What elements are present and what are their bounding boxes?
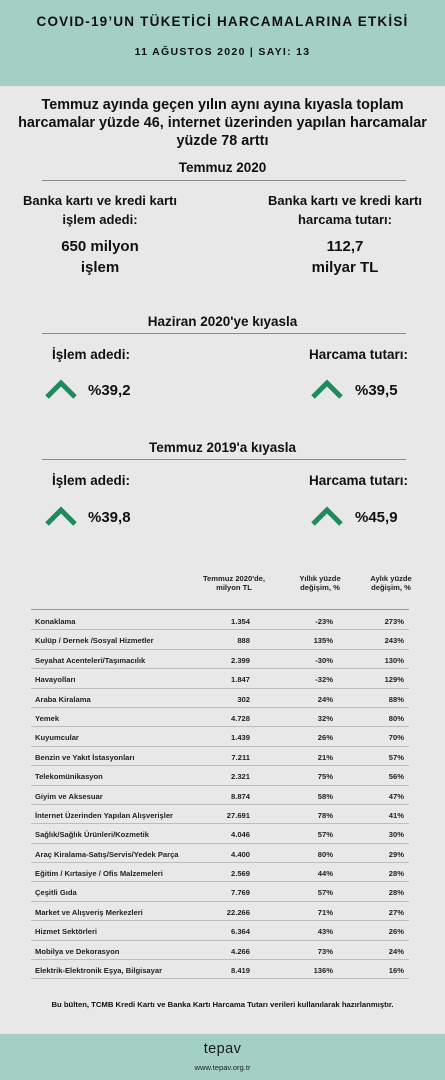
sector-name: Hizmet Sektörleri xyxy=(35,927,98,937)
yearly-change: 24% xyxy=(317,694,333,704)
sector-name: Kulüp / Dernek /Sosyal Hizmetler xyxy=(35,636,154,646)
sector-name: Elektrik-Elektronik Eşya, Bilgisayar xyxy=(35,966,163,976)
sector-name: Araç Kiralama-Satış/Servis/Yedek Parça xyxy=(35,849,179,859)
july2019-spending-change: %45,9 xyxy=(355,509,398,526)
spending-value: 22.266 xyxy=(226,907,250,917)
sector-name: Konaklama xyxy=(35,617,76,626)
monthly-change: 129% xyxy=(384,675,404,685)
yearly-change: 32% xyxy=(317,713,333,723)
table-row xyxy=(31,727,409,746)
chevron-up-icon xyxy=(310,505,344,527)
table-row xyxy=(31,689,409,708)
section-title-july-2019-comparison: Temmuz 2019'a kıyasla xyxy=(148,440,297,455)
spending-value: 4.400 xyxy=(230,849,250,859)
sector-name: Telekomünikasyon xyxy=(35,772,103,782)
monthly-change: 243% xyxy=(384,636,404,646)
sector-table xyxy=(31,611,409,979)
table-row xyxy=(31,844,409,863)
table-row xyxy=(31,882,409,901)
spending-value: 4.266 xyxy=(230,946,250,956)
spending-value: 4.046 xyxy=(230,830,250,840)
yearly-change: 136% xyxy=(313,966,333,976)
monthly-change: 30% xyxy=(388,830,404,840)
spending-value: 1.354 xyxy=(230,617,250,626)
monthly-change: 88% xyxy=(388,694,404,704)
yearly-change: 57% xyxy=(317,888,333,898)
table-row xyxy=(31,630,409,649)
monthly-change: 24% xyxy=(388,946,404,956)
table-row xyxy=(31,941,409,960)
spending-value: 2.569 xyxy=(230,869,250,879)
june-transaction-change: %39,2 xyxy=(88,382,131,399)
table-row xyxy=(31,805,409,824)
chevron-up-icon xyxy=(44,505,78,527)
table-row xyxy=(31,611,409,630)
spending-value: 1.847 xyxy=(230,675,250,685)
spending-value: 8.874 xyxy=(230,791,250,801)
sector-name: Benzin ve Yakıt İstasyonları xyxy=(35,752,135,762)
yearly-change: 78% xyxy=(317,810,333,820)
transaction-count-value: 650 milyon işlem xyxy=(61,238,139,276)
footer-banner xyxy=(0,1034,445,1080)
col-header-value: Temmuz 2020'de, milyon TL xyxy=(202,574,266,592)
spending-value: 888 xyxy=(237,636,250,646)
monthly-change: 28% xyxy=(388,888,404,898)
headline: Temmuz ayında geçen yılın aynı ayına kıyasla toplam harcamalar yüzde 46, internet üzerinden yapılan harcamalar yüzde 78 arttı xyxy=(18,97,427,149)
july2019-spending-label: Harcama tutarı: xyxy=(309,473,409,488)
table-row xyxy=(31,786,409,805)
july2019-transaction-change: %39,8 xyxy=(88,509,131,526)
sector-name: Araba Kiralama xyxy=(35,694,91,704)
section-divider xyxy=(42,459,406,460)
spending-value: 2.399 xyxy=(230,655,250,665)
table-row xyxy=(31,921,409,940)
sector-name: Mobilya ve Dekorasyon xyxy=(35,946,120,956)
yearly-change: 58% xyxy=(317,791,333,801)
sector-name: Market ve Alışveriş Merkezleri xyxy=(35,907,143,917)
section-divider xyxy=(42,333,406,334)
table-row xyxy=(31,824,409,843)
sector-name: Kuyumcular xyxy=(35,733,79,743)
spending-amount-value: 112,7 milyar TL xyxy=(311,238,379,276)
monthly-change: 16% xyxy=(388,966,404,976)
table-header-divider xyxy=(31,609,409,610)
spending-value: 4.728 xyxy=(230,713,250,723)
monthly-change: 273% xyxy=(384,617,404,626)
col-header-mom: Aylık yüzde değişim, % xyxy=(370,574,412,592)
section-divider xyxy=(42,180,406,181)
table-row xyxy=(31,708,409,727)
spending-value: 2.321 xyxy=(230,772,250,782)
monthly-change: 29% xyxy=(388,849,404,859)
table-row xyxy=(31,863,409,882)
yearly-change: 75% xyxy=(317,772,333,782)
yearly-change: 26% xyxy=(317,733,333,743)
sector-name: Yemek xyxy=(35,713,60,723)
monthly-change: 28% xyxy=(388,869,404,879)
sector-name: Giyim ve Aksesuar xyxy=(35,791,103,801)
monthly-change: 26% xyxy=(388,927,404,937)
spending-value: 1.439 xyxy=(230,733,250,743)
spending-value: 7.769 xyxy=(230,888,250,898)
sector-name: Seyahat Acenteleri/Taşımacılık xyxy=(35,655,146,665)
bulletin-title: COVID-19’UN TÜKETİCİ HARCAMALARINA ETKİSİ xyxy=(36,14,409,29)
spending-value: 6.364 xyxy=(230,927,250,937)
table-row xyxy=(31,766,409,785)
yearly-change: 80% xyxy=(317,849,333,859)
yearly-change: 43% xyxy=(317,927,333,937)
monthly-change: 27% xyxy=(388,907,404,917)
sector-name: Sağlık/Sağlık Ürünleri/Kozmetik xyxy=(35,830,149,840)
spending-value: 7.211 xyxy=(231,752,250,762)
yearly-change: 21% xyxy=(317,752,333,762)
june-transaction-label: İşlem adedi: xyxy=(52,347,131,362)
monthly-change: 47% xyxy=(388,791,404,801)
monthly-change: 56% xyxy=(388,772,404,782)
yearly-change: 71% xyxy=(317,907,333,917)
transaction-count-label: Banka kartı ve kredi kartı işlem adedi: xyxy=(23,193,177,227)
chevron-up-icon xyxy=(310,378,344,400)
col-header-yoy: Yıllık yüzde değişim, % xyxy=(299,574,341,592)
sector-name: Eğitim / Kırtasiye / Ofis Malzemeleri xyxy=(35,869,163,879)
spending-value: 302 xyxy=(237,694,250,704)
sector-name: Havayolları xyxy=(35,675,76,685)
monthly-change: 41% xyxy=(388,810,404,820)
table-row xyxy=(31,960,409,979)
section-title-june-comparison: Haziran 2020'ye kıyasla xyxy=(147,314,298,329)
monthly-change: 70% xyxy=(388,733,404,743)
june-spending-change: %39,5 xyxy=(355,382,398,399)
spending-amount-label: Banka kartı ve kredi kartı harcama tutarı: xyxy=(268,193,422,227)
yearly-change: -23% xyxy=(315,617,333,626)
sector-name: İnternet Üzerinden Yapılan Alışverişler xyxy=(35,810,174,820)
june-spending-label: Harcama tutarı: xyxy=(309,347,409,362)
chevron-up-icon xyxy=(44,378,78,400)
yearly-change: -30% xyxy=(315,655,333,665)
sector-name: Çeşitli Gıda xyxy=(35,888,77,898)
spending-value: 8.419 xyxy=(230,966,250,976)
brand-logo: tepav xyxy=(203,1041,242,1057)
section-title-july-2020: Temmuz 2020 xyxy=(178,160,267,175)
table-row xyxy=(31,747,409,766)
yearly-change: 57% xyxy=(317,830,333,840)
yearly-change: -32% xyxy=(315,675,333,685)
monthly-change: 57% xyxy=(388,752,404,762)
spending-value: 27.691 xyxy=(226,810,250,820)
table-row xyxy=(31,650,409,669)
header-banner xyxy=(0,0,445,86)
source-note: Bu bülten, TCMB Kredi Kartı ve Banka Kartı Harcama Tutarı verileri kullanılarak hazırlanmıştır. xyxy=(51,1000,394,1009)
bulletin-date-issue: 11 AĞUSTOS 2020 | SAYI: 13 xyxy=(134,46,311,58)
table-row xyxy=(31,902,409,921)
july2019-transaction-label: İşlem adedi: xyxy=(52,473,131,488)
monthly-change: 130% xyxy=(384,655,404,665)
table-row xyxy=(31,669,409,688)
monthly-change: 80% xyxy=(388,713,404,723)
website-link[interactable]: www.tepav.org.tr xyxy=(194,1063,251,1072)
yearly-change: 44% xyxy=(317,869,333,879)
yearly-change: 135% xyxy=(313,636,333,646)
yearly-change: 73% xyxy=(317,946,333,956)
